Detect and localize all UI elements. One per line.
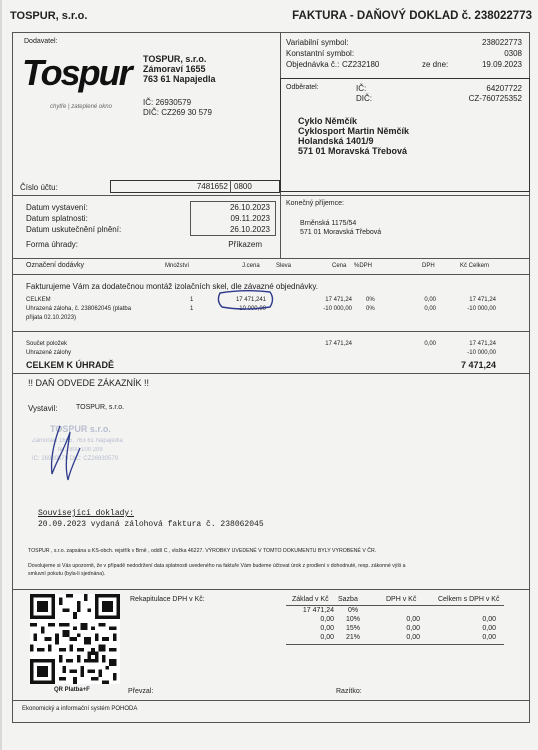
order-date-value: 19.09.2023 [481,60,522,69]
summary-items-vat: 0,00 [424,341,436,347]
col-header-qty: Množství [165,263,190,269]
vat-recap-row2-base: 0,00 [320,616,334,623]
vat-recap-row4-vat: 0,00 [406,634,420,641]
vat-recap-label: Rekapitulace DPH v Kč: [130,596,205,603]
signature-scribble [40,418,90,488]
vat-recap-row4-base: 0,00 [320,634,334,641]
customer-line1: Cyklo Němčík [298,116,358,126]
account-label: Číslo účtu: [20,183,58,192]
summary-items-price: 17 471,24 [325,341,352,347]
summary-due-label: CELKEM K ÚHRADĚ [26,360,115,370]
col-header-discount: Sleva [276,263,292,269]
customer-ic-label: IČ: [356,84,367,93]
vat-recap-header-vat: DPH v Kč [386,596,417,603]
vat-recap-row2-total: 0,00 [482,616,496,623]
row1-vat: 0,00 [424,297,436,303]
summary-paid-total: -10 000,00 [467,350,496,356]
summary-items-label: Součet položek [26,341,68,347]
col-header-desc: Označení dodávky [26,262,84,269]
final-recipient-city: 571 01 Moravská Třebová [300,229,382,236]
stamp-line1: TOSPUR s.r.o. [50,424,111,434]
col-header-vatrate: %DPH [354,263,373,269]
final-recipient-street: Brněnská 1175/54 [300,220,357,227]
supplier-logo: Tospur [22,52,131,93]
section-divider-1 [12,195,530,196]
supplier-city: 763 61 Napajedla [143,74,216,84]
row1-vatrate: 0% [366,297,375,303]
supplier-label: Dodavatel: [24,38,58,45]
taxable-label: Datum uskutečnění plnění: [26,225,122,234]
order-date-label: ze dne: [422,60,449,69]
supplier-logo-tagline: chytře | zateplené okno [50,104,112,110]
vat-recap-row3-base: 0,00 [320,625,334,632]
final-recipient-label: Konečný příjemce: [286,200,344,207]
invoice-title: FAKTURA - DAŇOVÝ DOKLAD č. 238022773 [292,10,532,22]
vat-recap-row1-base: 17 471,24 [302,607,334,614]
stamp-line3: tel.: 800 100 209 [58,447,103,453]
row2-desc: Uhrazená záloha, č. 238062045 (platba [26,306,132,312]
account-bank: 0800 [234,182,252,191]
vat-recap-header-rate: Sazba [338,596,358,603]
software-divider [12,700,530,701]
issuer-label: Vystavil: [28,404,58,413]
vs-value: 238022773 [481,38,522,47]
due-value: 09.11.2023 [230,214,270,223]
issued-value: 26.10.2023 [229,203,270,212]
vs-label: Variabilní symbol: [286,38,349,47]
ks-value: 0308 [504,49,522,58]
supplier-street: Zámoraví 1655 [143,64,206,74]
row2-total: -10 000,00 [467,306,496,312]
vat-recap-row2-rate: 10% [346,616,361,623]
stamp-line4: IČ: 26930579 DIČ: CZ26930579 [32,456,119,462]
row2-unit: -10 000,00 [237,306,266,312]
col-header-vat: DPH [422,263,435,269]
handwritten-circle [214,289,276,311]
row2-qty: 1 [190,306,194,312]
account-divider [230,180,231,193]
header-company: TOSPUR, s.r.o. [10,10,88,22]
footer-divider [12,589,530,590]
order-value: CZ232180 [342,60,380,69]
customer-ic-value: 64207722 [486,84,522,93]
customer-label: Odběratel: [286,84,319,91]
qr-label: QR Platba+F [54,687,90,693]
row2-vat: 0,00 [424,306,436,312]
col-header-price: Cena [332,263,347,269]
taxable-value: 26.10.2023 [229,225,270,234]
vat-recap-row2-vat: 0,00 [406,616,420,623]
signature-label: Razítko: [336,688,362,695]
legal-penalty-1: Dovolujeme si Vás upozornit, že v případě nedodržení data splatnosti uvedeného na faktuře Vám budeme účtovat úrok z prodlení v dohodnuté, resp. zákonné výši a [28,563,406,569]
row2-price: -10 000,00 [323,306,352,312]
ks-label: Konstantní symbol: [286,49,355,58]
customer-line3: Holandská 1401/9 [298,136,374,146]
row1-unit: 17 471,241 [235,297,266,303]
row1-total: 17 471,24 [469,297,496,303]
customer-line4: 571 01 Moravská Třebová [298,146,408,156]
summary-divider [12,373,530,374]
account-number: 7481652 [196,182,228,191]
payment-value: Příkazem [228,240,262,249]
customer-dic-value: CZ-760725352 [468,94,522,103]
table-header-divider [12,274,530,275]
vat-recap-header-base: Základ v Kč [292,596,329,603]
customer-line2: Cyklosport Martin Němčík [298,126,410,136]
row2-vatrate: 0% [366,306,375,312]
legal-registration: TOSPUR , s.r.o. zapsána u KS-obch. rejstřík v Brně , oddíl C , vložka 46227. VÝROBKY UVEDENÉ V TOMTO DOKUMENTU BYLY VYROBENÉ V ČR. [28,548,377,554]
row1-desc: CELKEM [26,297,51,303]
supplier-dic: DIČ: CZ269 30 579 [143,108,212,117]
summary-paid-label: Uhrazené zálohy [26,350,72,356]
supplier-ic: IČ: 26930579 [143,98,192,107]
table-intro: Fakturujeme Vám za dodatečnou montáž izolačních skel, dle závazné objednávky. [26,282,319,291]
vat-recap-row3-rate: 15% [346,625,361,632]
vat-recap-header-divider [286,605,504,606]
row1-qty: 1 [190,297,194,303]
issued-label: Datum vystavení: [26,203,88,212]
vat-recap-row4-rate: 21% [346,634,361,641]
qr-code [30,594,120,684]
vat-recap-row1-rate: 0% [348,607,359,614]
received-label: Převzal: [128,688,154,695]
software-label: Ekonomický a informační systém POHODA [22,706,138,712]
related-label: Související doklady: [38,509,135,518]
row2-desc2: přijata 02.10.2023) [26,315,77,321]
customer-dic-label: DIČ: [356,94,372,103]
table-bottom-divider [12,331,530,332]
col-header-unit: J.cena [242,263,260,269]
row1-price: 17 471,24 [325,297,352,303]
order-label: Objednávka č.: [286,60,340,69]
section-divider-2 [12,258,530,259]
vat-recap-bottom-divider [286,644,504,645]
vat-recap-row3-total: 0,00 [482,625,496,632]
vat-recap-header-total: Celkem s DPH v Kč [438,596,500,603]
supplier-name: TOSPUR, s.r.o. [143,54,207,64]
stamp-line2: Zámoraví 1655, 763 61 Napajedla [32,438,123,444]
col-header-total: Kč Celkem [460,263,490,269]
issuer-value: TOSPUR, s.r.o. [76,404,125,411]
vat-recap-row4-total: 0,00 [482,634,496,641]
vat-recap-row3-vat: 0,00 [406,625,420,632]
legal-penalty-2: smluvní pokutu (byla-li sjednána). [28,571,106,577]
related-text: 20.09.2023 vydaná zálohová faktura č. 238062045 [38,520,264,529]
invoice-page [2,0,538,750]
due-label: Datum splatnosti: [26,214,88,223]
summary-due-total: 7 471,24 [460,360,496,370]
tax-notice: !! DAŇ ODVEDE ZÁKAZNÍK !! [28,378,150,388]
summary-items-total: 17 471,24 [469,341,496,347]
payment-label: Forma úhrady: [26,240,79,249]
